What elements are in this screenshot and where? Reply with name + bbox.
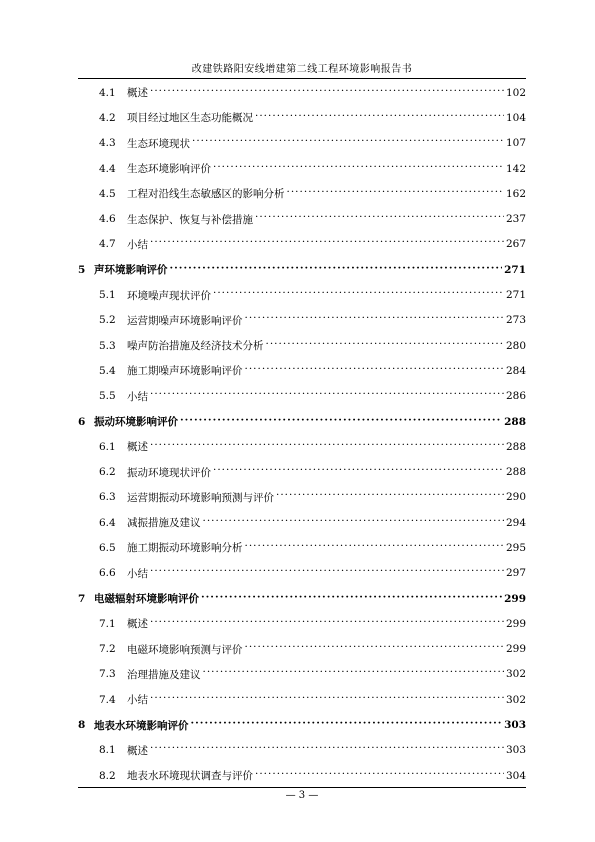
toc-section-entry[interactable] xyxy=(78,131,526,156)
toc-entry-number: 6.4 xyxy=(99,516,116,529)
toc-entry-page: 304 xyxy=(505,769,526,782)
toc-entry-number: 5.4 xyxy=(99,364,116,377)
toc-entry-title: 治理措施及建议 xyxy=(127,668,201,681)
toc-entry-page: 303 xyxy=(504,719,526,732)
toc-entry-title: 施工期噪声环境影响评价 xyxy=(127,365,243,378)
toc-entry-page: 288 xyxy=(505,466,526,479)
toc-entry-number: 6.3 xyxy=(99,491,116,504)
toc-section-entry[interactable] xyxy=(78,434,526,459)
toc-entry-title: 生态环境影响评价 xyxy=(127,163,211,176)
toc-entry-number: 7 xyxy=(78,592,86,605)
toc-entry-title: 振动环境影响评价 xyxy=(94,416,178,428)
toc-section-entry[interactable] xyxy=(78,561,526,586)
toc-entry-number: 4.1 xyxy=(99,86,116,99)
toc-entry-title: 概述 xyxy=(127,744,148,757)
toc-entry-page: 273 xyxy=(505,314,526,327)
toc-entry-number: 5.1 xyxy=(99,289,116,302)
toc-entry-number: 7.2 xyxy=(99,643,116,656)
toc-dot-leader xyxy=(180,414,502,426)
toc-entry-number: 5.2 xyxy=(99,314,116,327)
toc-entry-number: 6.5 xyxy=(99,541,116,554)
table-of-contents xyxy=(78,80,526,788)
running-header: 改建铁路阳安线增建第二线工程环境影响报告书 xyxy=(191,64,413,75)
toc-entry-title: 电磁环境影响预测与评价 xyxy=(127,643,243,656)
toc-dot-leader xyxy=(201,591,502,603)
toc-dot-leader xyxy=(150,692,504,704)
toc-entry-page: 104 xyxy=(505,111,526,124)
toc-entry-number: 8.1 xyxy=(99,744,116,757)
toc-entry-number: 4.6 xyxy=(99,213,116,226)
toc-dot-leader xyxy=(245,363,504,375)
toc-section-entry[interactable] xyxy=(78,763,526,788)
toc-entry-title: 运营期噪声环境影响评价 xyxy=(127,314,243,327)
toc-dot-leader xyxy=(245,312,504,324)
toc-dot-leader xyxy=(287,186,504,198)
toc-entry-number: 5.3 xyxy=(99,339,116,352)
toc-entry-page: 271 xyxy=(505,289,526,302)
toc-section-entry[interactable] xyxy=(78,662,526,687)
toc-section-entry[interactable] xyxy=(78,485,526,510)
toc-dot-leader xyxy=(150,85,504,97)
toc-entry-title: 小结 xyxy=(127,694,148,707)
toc-entry-title: 噪声防治措施及经济技术分析 xyxy=(127,340,264,353)
toc-entry-page: 302 xyxy=(505,693,526,706)
toc-entry-page: 284 xyxy=(505,364,526,377)
toc-entry-title: 声环境影响评价 xyxy=(94,264,168,277)
page-number: — 3 — xyxy=(285,790,319,801)
toc-dot-leader xyxy=(255,211,504,223)
toc-entry-title: 生态环境现状 xyxy=(127,137,190,150)
toc-entry-page: 237 xyxy=(505,213,526,226)
toc-entry-page: 102 xyxy=(505,86,526,99)
toc-entry-title: 概述 xyxy=(127,87,148,100)
toc-entry-number: 6.2 xyxy=(99,466,116,479)
toc-entry-page: 299 xyxy=(505,643,526,656)
toc-dot-leader xyxy=(191,717,503,729)
toc-dot-leader xyxy=(213,464,504,476)
toc-dot-leader xyxy=(245,641,504,653)
toc-entry-number: 6.6 xyxy=(99,567,116,580)
toc-dot-leader xyxy=(245,540,504,552)
toc-section-entry[interactable] xyxy=(78,232,526,257)
toc-section-entry[interactable] xyxy=(78,687,526,712)
toc-dot-leader xyxy=(203,666,504,678)
toc-entry-title: 施工期振动环境影响分析 xyxy=(127,542,243,555)
toc-entry-page: 299 xyxy=(505,617,526,630)
toc-section-entry[interactable] xyxy=(78,535,526,560)
toc-chapter-entry[interactable] xyxy=(78,409,526,434)
toc-entry-title: 概述 xyxy=(127,618,148,631)
toc-entry-page: 295 xyxy=(505,541,526,554)
toc-entry-page: 288 xyxy=(504,415,526,428)
toc-dot-leader xyxy=(255,110,504,122)
toc-section-entry[interactable] xyxy=(78,510,526,535)
toc-entry-page: 142 xyxy=(505,162,526,175)
toc-entry-number: 8.2 xyxy=(99,769,116,782)
toc-dot-leader xyxy=(150,565,504,577)
toc-entry-page: 162 xyxy=(505,187,526,200)
toc-section-entry[interactable] xyxy=(78,181,526,206)
toc-entry-title: 运营期振动环境影响预测与评价 xyxy=(127,491,274,504)
toc-entry-title: 生态保护、恢复与补偿措施 xyxy=(127,213,253,226)
toc-entry-number: 4.3 xyxy=(99,137,116,150)
toc-section-entry[interactable] xyxy=(78,105,526,130)
toc-entry-page: 303 xyxy=(505,744,526,757)
toc-entry-title: 地表水环境影响评价 xyxy=(94,719,189,732)
toc-entry-number: 6.1 xyxy=(99,440,116,453)
toc-entry-number: 4.7 xyxy=(99,238,116,251)
toc-entry-number: 5 xyxy=(78,263,86,276)
toc-entry-page: 297 xyxy=(505,567,526,580)
toc-dot-leader xyxy=(150,439,504,451)
toc-entry-title: 环境噪声现状评价 xyxy=(127,289,211,302)
toc-chapter-entry[interactable] xyxy=(78,257,526,282)
toc-entry-page: 280 xyxy=(505,339,526,352)
toc-section-entry[interactable] xyxy=(78,738,526,763)
toc-entry-number: 4.5 xyxy=(99,187,116,200)
toc-entry-title: 项目经过地区生态功能概况 xyxy=(127,112,253,125)
toc-section-entry[interactable] xyxy=(78,282,526,307)
toc-entry-number: 4.4 xyxy=(99,162,116,175)
toc-entry-number: 7.4 xyxy=(99,693,116,706)
toc-entry-page: 302 xyxy=(505,668,526,681)
toc-entry-page: 299 xyxy=(504,592,526,605)
toc-section-entry[interactable] xyxy=(78,80,526,105)
toc-entry-number: 8 xyxy=(78,719,86,732)
toc-section-entry[interactable] xyxy=(78,206,526,231)
toc-dot-leader xyxy=(150,236,504,248)
toc-dot-leader xyxy=(266,338,504,350)
toc-entry-page: 288 xyxy=(505,440,526,453)
toc-entry-number: 7.3 xyxy=(99,668,116,681)
toc-entry-number: 6 xyxy=(78,415,86,428)
toc-entry-page: 107 xyxy=(505,137,526,150)
toc-dot-leader xyxy=(213,161,504,173)
toc-section-entry[interactable] xyxy=(78,308,526,333)
toc-section-entry[interactable] xyxy=(78,358,526,383)
toc-entry-title: 小结 xyxy=(127,238,148,251)
toc-section-entry[interactable] xyxy=(78,156,526,181)
toc-entry-title: 概述 xyxy=(127,441,148,454)
toc-chapter-entry[interactable] xyxy=(78,712,526,737)
toc-chapter-entry[interactable] xyxy=(78,586,526,611)
toc-section-entry[interactable] xyxy=(78,611,526,636)
toc-dot-leader xyxy=(192,135,504,147)
toc-entry-page: 267 xyxy=(505,238,526,251)
toc-dot-leader xyxy=(203,515,504,527)
toc-entry-number: 7.1 xyxy=(99,617,116,630)
toc-section-entry[interactable] xyxy=(78,384,526,409)
toc-entry-title: 振动环境现状评价 xyxy=(127,466,211,479)
toc-section-entry[interactable] xyxy=(78,637,526,662)
toc-section-entry[interactable] xyxy=(78,459,526,484)
toc-entry-page: 271 xyxy=(504,263,526,276)
toc-dot-leader xyxy=(213,287,504,299)
toc-entry-title: 小结 xyxy=(127,567,148,580)
toc-entry-number: 4.2 xyxy=(99,111,116,124)
toc-entry-title: 小结 xyxy=(127,390,148,403)
toc-entry-page: 294 xyxy=(505,516,526,529)
toc-dot-leader xyxy=(150,388,504,400)
toc-entry-page: 286 xyxy=(505,390,526,403)
toc-dot-leader xyxy=(150,616,504,628)
toc-section-entry[interactable] xyxy=(78,333,526,358)
toc-entry-number: 5.5 xyxy=(99,390,116,403)
toc-dot-leader xyxy=(276,489,504,501)
toc-entry-title: 减振措施及建议 xyxy=(127,517,201,530)
toc-entry-title: 电磁辐射环境影响评价 xyxy=(94,593,199,606)
toc-dot-leader xyxy=(150,742,504,754)
footer-divider xyxy=(78,787,526,788)
header-divider xyxy=(78,78,526,79)
toc-entry-title: 地表水环境现状调查与评价 xyxy=(127,770,253,783)
toc-dot-leader xyxy=(170,262,503,274)
toc-entry-page: 290 xyxy=(505,491,526,504)
toc-entry-title: 工程对沿线生态敏感区的影响分析 xyxy=(127,188,285,201)
toc-dot-leader xyxy=(255,768,504,780)
